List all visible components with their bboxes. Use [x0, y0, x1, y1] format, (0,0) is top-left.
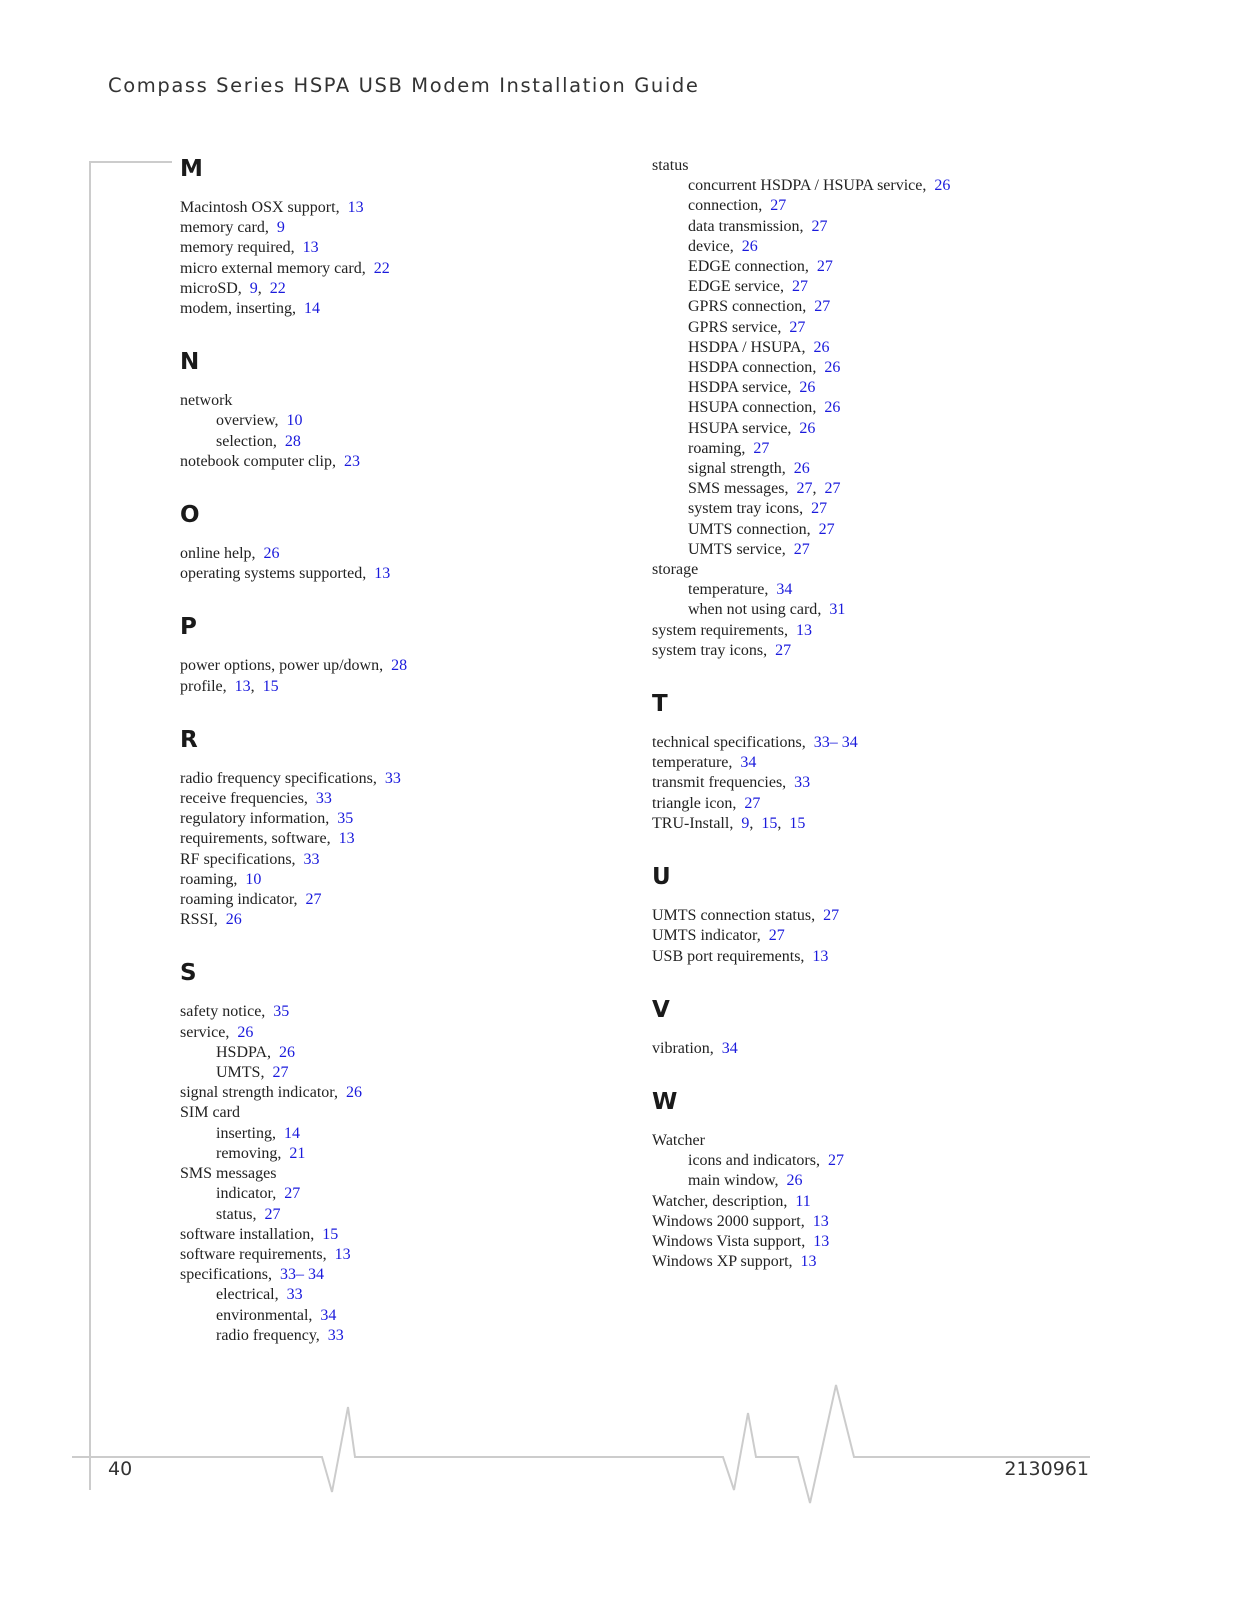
index-entry: software requirements, 13: [180, 1245, 351, 1263]
page-link[interactable]: 26: [799, 419, 816, 437]
index-subentry: GPRS service, 27: [688, 318, 806, 336]
index-subentry: device, 26: [688, 237, 758, 255]
entry-term: Windows Vista support: [652, 1232, 802, 1250]
index-entry: specifications, 33– 34: [180, 1266, 324, 1284]
entry-term: storage: [652, 561, 699, 579]
entry-term: indicator: [216, 1185, 273, 1203]
index-entry: system requirements, 13: [652, 621, 812, 639]
index-section: [180, 152, 620, 319]
page-link[interactable]: 9: [741, 814, 750, 832]
entry-term: specifications: [180, 1266, 268, 1284]
page-link[interactable]: 27: [791, 278, 808, 296]
page-link[interactable]: 26: [279, 1043, 295, 1061]
entry-term: signal strength indicator: [180, 1084, 334, 1102]
index-section: [652, 1085, 1112, 1272]
page-link[interactable]: 27: [796, 480, 813, 498]
page-link[interactable]: 34: [776, 581, 793, 599]
entry-term: RF specifications: [180, 850, 292, 868]
entry-term: receive frequencies: [180, 790, 304, 808]
entry-term: system requirements: [652, 621, 784, 639]
index-entry: regulatory information, 35: [180, 810, 354, 828]
index-entry: Watcher, description, 11: [652, 1192, 811, 1210]
page-link[interactable]: 13: [338, 830, 355, 848]
section-letter: M: [180, 156, 203, 182]
section-letter: U: [652, 864, 671, 891]
index-entry: power options, power up/down, 28: [180, 657, 408, 675]
section-letter: T: [652, 691, 668, 718]
page-link[interactable]: 27: [264, 1205, 281, 1223]
entry-term: online help: [180, 545, 252, 563]
index-entry: temperature, 34: [652, 754, 757, 772]
page-link[interactable]: 10: [286, 412, 303, 430]
entry-term: status: [652, 157, 689, 174]
index-subentry: temperature, 34: [688, 581, 793, 599]
left-margin-rule: [90, 162, 172, 1490]
section-letter: W: [652, 1088, 678, 1115]
entry-term: SMS messages: [180, 1165, 277, 1183]
index-subentry: environmental, 34: [216, 1306, 337, 1324]
page-link[interactable]: 22: [269, 279, 286, 297]
index-entry: transmit frequencies, 33: [652, 774, 811, 792]
entry-term: SMS messages: [688, 480, 785, 498]
index-entry: roaming, 10: [180, 870, 262, 888]
index-entry: TRU-Install, 9, 15, 15: [652, 814, 806, 832]
page-link[interactable]: 13: [795, 621, 812, 639]
page-link[interactable]: 27: [284, 1185, 301, 1203]
section-letter: R: [180, 726, 198, 753]
page-link[interactable]: 27: [814, 298, 831, 316]
index-entry: [652, 1131, 1112, 1151]
entry-term: RSSI: [180, 911, 214, 929]
index-entry: microSD, 9, 22: [180, 279, 286, 297]
page-link[interactable]: 27: [789, 318, 806, 336]
index-subentry: EDGE service, 27: [688, 278, 808, 296]
entry-term: icons and indicators: [688, 1152, 816, 1170]
entry-term: GPRS service: [688, 318, 778, 336]
index-subentry: removing, 21: [216, 1144, 306, 1162]
entry-term: main window: [688, 1172, 775, 1190]
entry-term: temperature: [652, 754, 729, 772]
entry-term: Macintosh OSX support: [180, 199, 336, 216]
page-link[interactable]: 9: [249, 279, 258, 297]
index-subentry: SMS messages, 27, 27: [688, 480, 841, 498]
page-link[interactable]: 27: [811, 500, 828, 518]
index-entry: [652, 560, 1112, 580]
page-link[interactable]: 26: [237, 1023, 254, 1041]
index-section: [180, 610, 620, 696]
index-entry: signal strength indicator, 26: [180, 1084, 362, 1102]
entry-term: HSDPA: [216, 1043, 267, 1061]
entry-term: safety notice: [180, 1003, 262, 1021]
entry-term: overview: [216, 412, 275, 430]
index-subentry: icons and indicators, 27: [688, 1152, 844, 1170]
index-section: [180, 345, 620, 472]
index-subentry: selection, 28: [216, 432, 301, 450]
index-subentry: connection, 27: [688, 197, 787, 215]
entry-term: radio frequency specifications: [180, 769, 373, 787]
page-link[interactable]: 13: [813, 1232, 830, 1250]
running-header: Compass Series HSPA USB Modem Installation Guide: [108, 74, 700, 97]
page-link[interactable]: 28: [284, 432, 301, 450]
section-letter: N: [180, 349, 200, 376]
index-entry: radio frequency specifications, 33: [180, 769, 401, 787]
entry-term: data transmission: [688, 217, 800, 235]
index-section: [180, 956, 620, 1345]
entry-term: UMTS connection: [688, 520, 807, 538]
page-link[interactable]: 13: [812, 947, 829, 965]
entry-term: Windows 2000 support: [652, 1212, 801, 1230]
index-subentry: data transmission, 27: [688, 217, 828, 235]
index-column-left: [180, 152, 620, 1372]
page-link[interactable]: 14: [284, 1124, 300, 1142]
entry-term: UMTS indicator: [652, 927, 757, 945]
entry-term: technical specifications: [652, 734, 802, 752]
index-entry: [180, 1164, 620, 1184]
index-entry: technical specifications, 33– 34: [652, 734, 858, 752]
page-link[interactable]: 26: [934, 177, 951, 195]
entry-term: microSD: [180, 279, 238, 297]
index-subentry: HSDPA, 26: [216, 1043, 295, 1061]
entry-term: selection: [216, 432, 273, 450]
page-link[interactable]: 26: [786, 1172, 803, 1190]
entry-term: network: [180, 392, 233, 410]
page-link[interactable]: 26: [813, 338, 830, 356]
entry-term: UMTS: [216, 1064, 261, 1082]
page-link[interactable]: 22: [373, 259, 390, 277]
page-link[interactable]: 26: [799, 379, 816, 397]
entry-term: requirements, software: [180, 830, 327, 848]
index-entry: [652, 156, 1112, 176]
page-link[interactable]: 15: [322, 1225, 339, 1243]
index-column-right: [652, 156, 1112, 1298]
page-link[interactable]: 21: [289, 1144, 306, 1162]
page-link[interactable]: 27: [744, 794, 761, 812]
entry-term: memory card: [180, 219, 265, 237]
index-entry: [180, 1103, 620, 1123]
index-entry: RSSI, 26: [180, 911, 242, 929]
entry-term: TRU-Install: [652, 814, 730, 832]
index-subentry: GPRS connection, 27: [688, 298, 831, 316]
index-subentry: concurrent HSDPA / HSUPA service, 26: [688, 177, 951, 195]
page-link[interactable]: 34: [740, 754, 757, 772]
entry-term: transmit frequencies: [652, 774, 783, 792]
entry-term: memory required: [180, 239, 291, 257]
entry-term: software requirements: [180, 1245, 323, 1263]
page-link[interactable]: 14: [303, 300, 320, 318]
entry-term: Watcher: [652, 1131, 705, 1149]
index-subentry: roaming, 27: [688, 439, 770, 457]
entry-term: HSDPA service: [688, 379, 788, 397]
index-subentry: when not using card, 31: [688, 601, 846, 619]
footer-heartbeat-line: [72, 1385, 1090, 1503]
page-link[interactable]: 26: [346, 1084, 362, 1102]
page-link[interactable]: 13: [800, 1253, 817, 1271]
index-subentry: overview, 10: [216, 412, 303, 430]
index-subentry: HSUPA service, 26: [688, 419, 816, 437]
entry-term: vibration: [652, 1039, 710, 1057]
entry-term: system tray icons: [688, 500, 800, 518]
index-entry: requirements, software, 13: [180, 830, 355, 848]
page-link[interactable]: 28: [391, 657, 408, 675]
section-letter: S: [180, 960, 197, 987]
page-link[interactable]: 27: [753, 439, 770, 457]
index-section: [652, 156, 1112, 661]
index-subentry: signal strength, 26: [688, 460, 810, 478]
page-link[interactable]: 15: [761, 814, 778, 832]
index-section: [652, 993, 1112, 1059]
index-subentry: HSDPA / HSUPA, 26: [688, 338, 830, 356]
entry-term: operating systems supported: [180, 565, 363, 583]
index-entry: UMTS indicator, 27: [652, 927, 785, 945]
index-entry: UMTS connection status, 27: [652, 907, 840, 925]
index-section: [180, 723, 620, 931]
entry-term: device: [688, 237, 730, 255]
entry-term: status: [216, 1205, 253, 1223]
index-entry: service, 26: [180, 1023, 254, 1041]
entry-term: GPRS connection: [688, 298, 803, 316]
entry-term: HSDPA connection: [688, 359, 813, 377]
page-link[interactable]: 27: [768, 927, 785, 945]
page-link[interactable]: 13: [374, 565, 391, 583]
index-subentry: UMTS connection, 27: [688, 520, 835, 538]
page-link[interactable]: 34: [721, 1039, 738, 1057]
entry-term: signal strength: [688, 460, 782, 478]
index-subentry: main window, 26: [688, 1172, 803, 1190]
entry-term: service: [180, 1023, 226, 1041]
page-link[interactable]: 33: [315, 790, 332, 808]
index-entry: profile, 13, 15: [180, 677, 279, 695]
entry-term: roaming indicator: [180, 891, 294, 909]
entry-term: removing: [216, 1144, 278, 1162]
page-link[interactable]: 13: [334, 1245, 351, 1263]
entry-term: connection: [688, 197, 759, 215]
page-link[interactable]: 10: [245, 870, 262, 888]
index-subentry: EDGE connection, 27: [688, 258, 833, 276]
index-entry: Windows XP support, 13: [652, 1253, 817, 1271]
page-link[interactable]: 15: [789, 814, 806, 832]
entry-term: concurrent HSDPA / HSUPA service: [688, 177, 923, 195]
page-link[interactable]: 27: [827, 1152, 844, 1170]
document-number: 2130961: [1004, 1458, 1089, 1480]
index-subentry: electrical, 33: [216, 1286, 303, 1304]
page-link[interactable]: 27: [818, 520, 835, 538]
page-link[interactable]: 26: [793, 460, 810, 478]
index-subentry: UMTS, 27: [216, 1064, 289, 1082]
entry-term: modem, inserting: [180, 300, 292, 318]
index-subentry: HSDPA service, 26: [688, 379, 816, 397]
page-link[interactable]: 13: [302, 239, 319, 257]
index-entry: notebook computer clip, 23: [180, 452, 360, 470]
section-letter: P: [180, 614, 197, 641]
entry-term: when not using card: [688, 601, 818, 619]
page-link[interactable]: 33: [327, 1326, 344, 1344]
index-entry: [180, 391, 620, 411]
page-link[interactable]: 13: [347, 199, 364, 216]
page-link[interactable]: 27: [793, 540, 810, 558]
section-letter: O: [180, 502, 200, 529]
page-link[interactable]: 33– 34: [813, 734, 858, 752]
page-link[interactable]: 31: [829, 601, 846, 619]
page-link[interactable]: 27: [770, 197, 787, 215]
page-link[interactable]: 11: [795, 1192, 811, 1210]
index-entry: memory card, 9: [180, 219, 285, 237]
entry-term: EDGE service: [688, 278, 780, 296]
page-link[interactable]: 27: [811, 217, 828, 235]
page-link[interactable]: 26: [225, 911, 242, 929]
page-link[interactable]: 9: [276, 219, 285, 237]
entry-term: UMTS service: [688, 540, 782, 558]
page-link[interactable]: 15: [262, 677, 279, 695]
page-link[interactable]: 33: [794, 774, 811, 792]
page-link[interactable]: 35: [337, 810, 354, 828]
entry-term: EDGE connection: [688, 258, 805, 276]
page-link[interactable]: 13: [812, 1212, 829, 1230]
index-subentry: system tray icons, 27: [688, 500, 828, 518]
index-entry: micro external memory card, 22: [180, 259, 390, 277]
index-entry: software installation, 15: [180, 1225, 339, 1243]
page-link[interactable]: 35: [273, 1003, 290, 1021]
page-link[interactable]: 27: [272, 1064, 289, 1082]
index-entry: online help, 26: [180, 545, 280, 563]
entry-term: inserting: [216, 1124, 272, 1142]
entry-term: HSUPA service: [688, 419, 788, 437]
page-link[interactable]: 33: [303, 850, 320, 868]
entry-term: electrical: [216, 1286, 275, 1304]
index-entry: Windows Vista support, 13: [652, 1232, 830, 1250]
index-entry: Macintosh OSX support, 13: [180, 199, 364, 216]
page-link[interactable]: 26: [263, 545, 280, 563]
index-entry: USB port requirements, 13: [652, 947, 829, 965]
page-link[interactable]: 26: [741, 237, 758, 255]
entry-term: environmental: [216, 1306, 309, 1324]
page-link[interactable]: 33: [384, 769, 401, 787]
entry-term: system tray icons: [652, 641, 764, 659]
entry-term: USB port requirements: [652, 947, 801, 965]
index-entry: roaming indicator, 27: [180, 891, 322, 909]
index-section: [652, 860, 1112, 967]
entry-term: Windows XP support: [652, 1253, 789, 1271]
index-entry: safety notice, 35: [180, 1003, 290, 1021]
entry-term: radio frequency: [216, 1326, 316, 1344]
index-entry: receive frequencies, 33: [180, 790, 332, 808]
page-number: 40: [108, 1458, 133, 1480]
entry-term: Watcher, description: [652, 1192, 784, 1210]
index-entry: RF specifications, 33: [180, 850, 320, 868]
entry-term: notebook computer clip: [180, 452, 332, 470]
entry-term: triangle icon: [652, 794, 733, 812]
index-section: [180, 498, 620, 584]
entry-term: micro external memory card: [180, 259, 362, 277]
page-link[interactable]: 34: [320, 1306, 337, 1324]
entry-term: temperature: [688, 581, 765, 599]
page-link[interactable]: 26: [824, 399, 841, 417]
entry-term: HSUPA connection: [688, 399, 813, 417]
index-section: [652, 687, 1112, 834]
index-entry: modem, inserting, 14: [180, 300, 320, 318]
entry-term: profile: [180, 677, 223, 695]
entry-term: HSDPA / HSUPA: [688, 338, 802, 356]
page-link[interactable]: 27: [775, 641, 792, 659]
page-link[interactable]: 27: [824, 480, 841, 498]
page-link[interactable]: 27: [305, 891, 322, 909]
index-entry: vibration, 34: [652, 1039, 738, 1057]
entry-term: power options, power up/down: [180, 657, 380, 675]
index-entry: triangle icon, 27: [652, 794, 761, 812]
index-entry: system tray icons, 27: [652, 641, 792, 659]
page-link[interactable]: 13: [234, 677, 251, 695]
entry-term: software installation: [180, 1225, 311, 1243]
entry-term: roaming: [688, 439, 742, 457]
index-subentry: UMTS service, 27: [688, 540, 810, 558]
index-subentry: indicator, 27: [216, 1185, 301, 1203]
entry-term: regulatory information: [180, 810, 326, 828]
index-subentry: HSDPA connection, 26: [688, 359, 841, 377]
page-link[interactable]: 33: [286, 1286, 303, 1304]
index-subentry: radio frequency, 33: [216, 1326, 344, 1344]
section-letter: V: [652, 996, 670, 1023]
index-subentry: inserting, 14: [216, 1124, 300, 1142]
page-link[interactable]: 33– 34: [279, 1266, 324, 1284]
entry-term: roaming: [180, 870, 234, 888]
page-link[interactable]: 27: [816, 258, 833, 276]
index-entry: Windows 2000 support, 13: [652, 1212, 829, 1230]
page-link[interactable]: 26: [824, 359, 841, 377]
entry-term: SIM card: [180, 1104, 240, 1122]
index-entry: memory required, 13: [180, 239, 319, 257]
index-entry: operating systems supported, 13: [180, 565, 391, 583]
entry-term: UMTS connection status: [652, 907, 812, 925]
page-link[interactable]: 27: [823, 907, 840, 925]
page-link[interactable]: 23: [343, 452, 360, 470]
index-subentry: status, 27: [216, 1205, 281, 1223]
index-subentry: HSUPA connection, 26: [688, 399, 841, 417]
